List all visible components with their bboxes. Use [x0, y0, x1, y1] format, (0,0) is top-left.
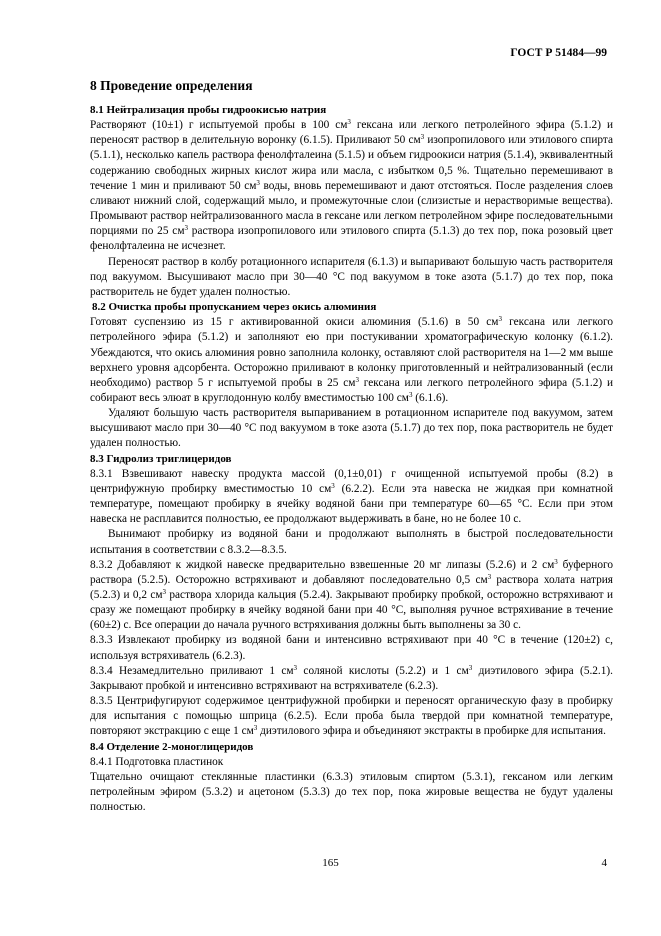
paragraph: Растворяют (10±1) г испытуемой пробы в 100 $см^3$ гексана или легкого петролейного эфира (5.1.2) и переносят раствор в делительную воронку (6.1.5). Приливают 50 $см^3$ изопропилового или этилового спирта (5.1.1), несколько капель раствора фенолфталеина (5.1.5) и объем гидроокиси натрия (5.1.4), эквивалентный содержанию свободных жирных кислот жира или масла, с избытком 0,5 %. Тщательно перемешивают в течение 1 мин и приливают 50 $см^3$ воды, вновь перемешивают и дают отстояться. После разделения слоев сливают нижний слой, содержащий мыло, и промежуточные слои (слизистые и нерастворимые вещества). Промывают раствор нейтрализованного масла в гексане или легком петролейном эфире последовательными порциями по 25 $см^3$ раствора изопропилового или этилового спирта (5.1.3) до тех пор, пока розовый цвет фенолфталеина не исчезнет.	[90, 118, 613, 253]
paragraph: 8.3.4 Незамедлительно приливают 1 $см^3$ соляной кислоты (5.2.2) и 1 $см^3$ диэтилового эфира (5.2.1). Закрывают пробкой и интенсивно встряхивают на встряхивателе (6.2.3).	[90, 663, 613, 692]
subsection-title-8-4: 8.4 Отделение 2-моноглицеридов	[90, 740, 254, 753]
paragraph: 8.3.2 Добавляют к жидкой навеске предварительно взвешенные 20 мг липазы (5.2.6) и 2 $см^3$ буферного раствора (5.2.5). Осторожно встряхивают и добавляют последовательно 0,5 $см^3$ раствора холата натрия (5.2.3) и 0,2 $см^3$ раствора хлорида кальция (5.2.4). Закрывают пробирку пробкой, осторожно встряхивают и сразу же помещают пробирку в ячейку водяной бани при 40 °С, выполняя ручное встряхивание в течение (60±2) с. Все операции до начала ручного встряхивания должны быть выполнены за 30 с.	[90, 557, 614, 632]
subsection-title-8-3: 8.3 Гидролиз триглицеридов	[90, 452, 232, 465]
paragraph: Переносят раствор в колбу ротационного испарителя (6.1.3) и выпаривают большую часть растворителя под вакуумом. Высушивают масло при 30—40 °С под вакуумом в токе азота (5.1.7) до тех пор, пока растворитель не будет удален полностью.	[90, 255, 613, 298]
subsection-title-8-1: 8.1 Нейтрализация пробы гидроокисью натрия	[90, 104, 327, 116]
section-title: 8 Проведение определения	[90, 78, 253, 93]
paragraph: 8.3.1 Взвешивают навеску продукта массой (0,1±0,01) г очищенной испытуемой пробы (8.2) в центрифужную пробирку вместимостью 10 $см^3$ (6.2.2). Если эта навеска не жидкая при комнатной температуре, помещают пробирку в ячейку водяной бани при температуре 60—65 °С. Если при этом навеска не расплавится полностью, ее продолжают выдерживать в бане, но не более 10 с.	[90, 467, 613, 526]
paragraph: Готовят суспензию из 15 г активированной окиси алюминия (5.1.6) в 50 $см^3$ гексана или легкого петролейного эфира (5.1.2) и заполняют ею при постукивании хроматографическую колонку (6.1.2). Убеждаются, что окись алюминия ровно заполнила колонку, оставляют слой растворителя на 1—2 мм выше верхнего уровня адсорбента. Осторожно приливают в колонку приготовленный и нейтрализованный (если необходимо) раствор 5 г испытуемой пробы в 25 $см^3$ гексана или легкого петролейного эфира (5.1.2) и собирают весь элюат в круглодонную колбу вместимостью 100 $см^3$ (6.1.6).	[90, 315, 613, 404]
page-number: 165	[322, 857, 339, 869]
subsubsection-title: 8.4.1 Подготовка пластинок	[90, 755, 224, 768]
paragraph: Тщательно очищают стеклянные пластинки (6.3.3) этиловым спиртом (5.3.1), гексаном или легким петролейным эфиром (5.3.2) и ацетоном (5.3.3) до тех пор, пока жировые вещества не будут удалены полностью.	[90, 770, 613, 814]
paragraph: Удаляют большую часть растворителя выпариванием в ротационном испарителе под вакуумом, затем высушивают масло при 30—40 °С под вакуумом в токе азота (5.1.7) до тех пор, пока растворитель не будет удален полностью.	[90, 407, 613, 450]
paragraph: Вынимают пробирку из водяной бани и продолжают выполнять в быстрой последовательности испытания в соответствии с 8.3.2—8.3.5.	[90, 528, 613, 556]
paragraph: 8.3.5 Центрифугируют содержимое центрифужной пробирки и переносят органическую фазу в пробирку для испытания с помощью шприца (6.2.5). Если проба была твердой при комнатной температуре, повторяют экстракцию с еще 1 $см^3$ диэтилового эфира и объединяют экстракты в пробирке для испытания.	[90, 695, 613, 738]
page-content	[90, 77, 613, 815]
subsection-title-8-2: 8.2 Очистка пробы пропусканием через окись алюминия	[92, 301, 377, 314]
standard-number: ГОСТ Р 51484—99	[510, 47, 607, 59]
sheet-number: 4	[601, 857, 607, 869]
paragraph: 8.3.3 Извлекают пробирку из водяной бани и интенсивно встряхивают при 40 °С в течение (120±2) с, используя встряхиватель (6.2.3).	[90, 634, 613, 662]
